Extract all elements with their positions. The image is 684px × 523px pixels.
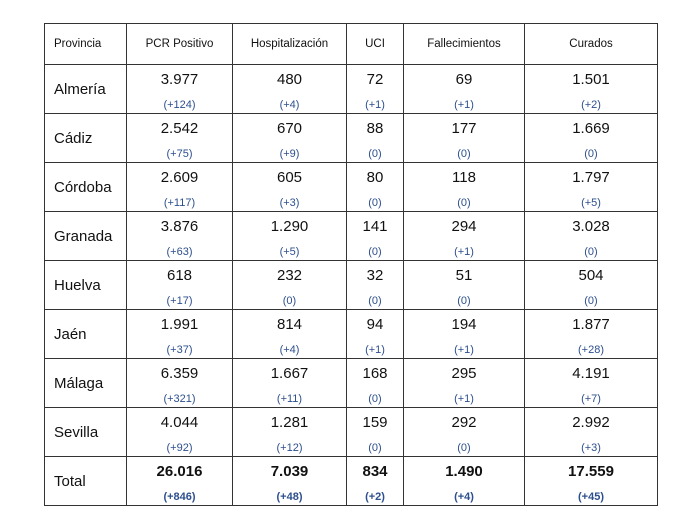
cell-value: 2.992 — [572, 414, 610, 431]
cell-value: 3.028 — [572, 218, 610, 235]
table-row — [45, 163, 658, 212]
cell-delta: (+48) — [276, 491, 303, 503]
cell-value: 3.977 — [160, 71, 199, 88]
cell-fallecimientos — [404, 261, 525, 310]
cell-uci — [347, 457, 404, 506]
cell-delta: (+1) — [454, 246, 474, 258]
cell-pcr-positivo — [127, 310, 233, 359]
cell-delta: (+846) — [163, 491, 196, 503]
cell-hospitalizacion — [233, 65, 347, 114]
cell-value: 118 — [452, 169, 476, 186]
cell-delta: (+321) — [163, 393, 196, 405]
cell-curados — [525, 212, 658, 261]
cell-uci — [347, 261, 404, 310]
cell-delta: (+5) — [279, 246, 300, 258]
cell-uci — [347, 114, 404, 163]
cell-value: 480 — [276, 71, 303, 88]
cell-hospitalizacion — [233, 114, 347, 163]
cell-delta: (+124) — [163, 99, 196, 111]
cell-fallecimientos — [404, 359, 525, 408]
cell-value: 292 — [451, 414, 477, 431]
cell-delta: (+1) — [454, 99, 474, 111]
cell-delta: (+2) — [365, 491, 385, 503]
cell-value: 194 — [451, 316, 477, 333]
cell-value: 168 — [362, 365, 388, 382]
cell-pcr-positivo — [127, 359, 233, 408]
cell-value: 1.667 — [270, 365, 309, 382]
cell-delta: (0) — [368, 442, 382, 454]
cell-curados — [525, 163, 658, 212]
cell-value: 504 — [578, 267, 604, 284]
cell-uci — [347, 359, 404, 408]
cell-delta: (+2) — [581, 99, 601, 111]
cell-delta: (0) — [584, 246, 598, 258]
cell-value: 605 — [276, 169, 303, 186]
province-name: Total — [45, 457, 127, 506]
cell-fallecimientos — [404, 408, 525, 457]
table-row — [45, 310, 658, 359]
province-name: Cádiz — [45, 114, 127, 163]
cell-curados — [525, 310, 658, 359]
cell-value: 295 — [451, 365, 477, 382]
province-name: Málaga — [45, 359, 127, 408]
cell-value: 2.542 — [160, 120, 199, 137]
cell-value: 51 — [455, 267, 473, 284]
cell-hospitalizacion — [233, 457, 347, 506]
cell-delta: (0) — [368, 148, 382, 160]
cell-fallecimientos — [404, 163, 525, 212]
header-uci: UCI — [347, 24, 404, 65]
cell-curados — [525, 457, 658, 506]
cell-hospitalizacion — [233, 310, 347, 359]
cell-value: 141 — [362, 218, 388, 235]
cell-delta: (0) — [368, 197, 382, 209]
table-row — [45, 261, 658, 310]
province-name: Jaén — [45, 310, 127, 359]
cell-value: 32 — [366, 267, 384, 284]
table-row — [45, 359, 658, 408]
cell-fallecimientos — [404, 457, 525, 506]
cell-delta: (+4) — [454, 491, 474, 503]
cell-delta: (0) — [457, 295, 471, 307]
cell-delta: (+11) — [276, 393, 303, 405]
cell-delta: (+4) — [279, 99, 300, 111]
cell-pcr-positivo — [127, 457, 233, 506]
cell-delta: (0) — [457, 197, 471, 209]
cell-delta: (+4) — [279, 344, 300, 356]
cell-pcr-positivo — [127, 212, 233, 261]
cell-pcr-positivo — [127, 65, 233, 114]
cell-delta: (+1) — [454, 344, 474, 356]
cell-pcr-positivo — [127, 163, 233, 212]
cell-delta: (+92) — [166, 442, 193, 454]
cell-delta: (+28) — [578, 344, 604, 356]
cell-value: 4.191 — [572, 365, 610, 382]
cell-fallecimientos — [404, 65, 525, 114]
cell-hospitalizacion — [233, 408, 347, 457]
header-row — [45, 24, 658, 65]
cell-delta: (+75) — [166, 148, 193, 160]
cell-delta: (0) — [584, 295, 598, 307]
cell-delta: (+63) — [166, 246, 193, 258]
cell-curados — [525, 65, 658, 114]
cell-delta: (0) — [368, 295, 382, 307]
cell-delta: (0) — [368, 393, 382, 405]
cell-hospitalizacion — [233, 359, 347, 408]
table-row — [45, 114, 658, 163]
cell-delta: (+12) — [276, 442, 303, 454]
cell-value: 80 — [366, 169, 384, 186]
cell-value: 670 — [276, 120, 303, 137]
total-row — [45, 457, 658, 506]
cell-value: 69 — [455, 71, 473, 88]
cell-delta: (0) — [584, 148, 598, 160]
cell-delta: (+1) — [454, 393, 474, 405]
table-row — [45, 65, 658, 114]
cell-delta: (0) — [457, 148, 471, 160]
cell-value: 7.039 — [270, 463, 309, 480]
cell-value: 26.016 — [156, 463, 203, 480]
cell-delta: (0) — [457, 442, 471, 454]
cell-value: 294 — [451, 218, 477, 235]
cell-value: 159 — [362, 414, 388, 431]
province-name: Granada — [45, 212, 127, 261]
province-name: Sevilla — [45, 408, 127, 457]
cell-value: 72 — [366, 71, 384, 88]
cell-value: 834 — [362, 463, 388, 480]
cell-uci — [347, 408, 404, 457]
cell-value: 1.281 — [270, 414, 309, 431]
cell-value: 814 — [276, 316, 303, 333]
cell-delta: (+17) — [166, 295, 193, 307]
cell-delta: (+45) — [578, 491, 604, 503]
province-name: Almería — [45, 65, 127, 114]
cell-uci — [347, 310, 404, 359]
cell-value: 232 — [276, 267, 303, 284]
cell-delta: (+3) — [581, 442, 601, 454]
table-row — [45, 408, 658, 457]
cell-value: 177 — [451, 120, 477, 137]
cell-delta: (+1) — [365, 344, 385, 356]
cell-value: 618 — [166, 267, 193, 284]
cell-value: 1.490 — [445, 463, 483, 480]
cell-pcr-positivo — [127, 114, 233, 163]
cell-value: 1.501 — [572, 71, 610, 88]
cell-value: 3.876 — [160, 218, 199, 235]
cell-value: 1.797 — [572, 169, 610, 186]
cell-value: 94 — [366, 316, 384, 333]
header-curados: Curados — [525, 24, 658, 65]
cell-uci — [347, 163, 404, 212]
header-fallecimientos: Fallecimientos — [404, 24, 525, 65]
covid-data-table — [44, 23, 658, 506]
cell-delta: (+37) — [166, 344, 193, 356]
cell-value: 2.609 — [160, 169, 199, 186]
cell-fallecimientos — [404, 310, 525, 359]
cell-delta: (+117) — [163, 197, 196, 209]
cell-delta: (+9) — [279, 148, 300, 160]
cell-value: 4.044 — [160, 414, 199, 431]
cell-uci — [347, 212, 404, 261]
cell-pcr-positivo — [127, 261, 233, 310]
header-hospitalizacion: Hospitalización — [233, 24, 347, 65]
cell-value: 1.991 — [160, 316, 199, 333]
cell-value: 88 — [366, 120, 384, 137]
province-name: Córdoba — [45, 163, 127, 212]
header-provincia: Provincia — [45, 24, 127, 65]
table-row — [45, 212, 658, 261]
cell-fallecimientos — [404, 212, 525, 261]
cell-hospitalizacion — [233, 261, 347, 310]
cell-delta: (+7) — [581, 393, 601, 405]
header-pcr-positivo: PCR Positivo — [127, 24, 233, 65]
cell-curados — [525, 261, 658, 310]
cell-value: 6.359 — [160, 365, 199, 382]
cell-uci — [347, 65, 404, 114]
cell-delta: (+3) — [279, 197, 300, 209]
cell-delta: (0) — [368, 246, 382, 258]
cell-curados — [525, 359, 658, 408]
cell-value: 17.559 — [568, 463, 614, 480]
province-name: Huelva — [45, 261, 127, 310]
cell-fallecimientos — [404, 114, 525, 163]
cell-curados — [525, 408, 658, 457]
cell-delta: (+1) — [365, 99, 385, 111]
cell-pcr-positivo — [127, 408, 233, 457]
cell-value: 1.877 — [572, 316, 610, 333]
cell-hospitalizacion — [233, 163, 347, 212]
cell-value: 1.669 — [572, 120, 610, 137]
cell-hospitalizacion — [233, 212, 347, 261]
cell-value: 1.290 — [270, 218, 309, 235]
cell-delta: (0) — [282, 295, 297, 307]
cell-curados — [525, 114, 658, 163]
cell-delta: (+5) — [581, 197, 601, 209]
